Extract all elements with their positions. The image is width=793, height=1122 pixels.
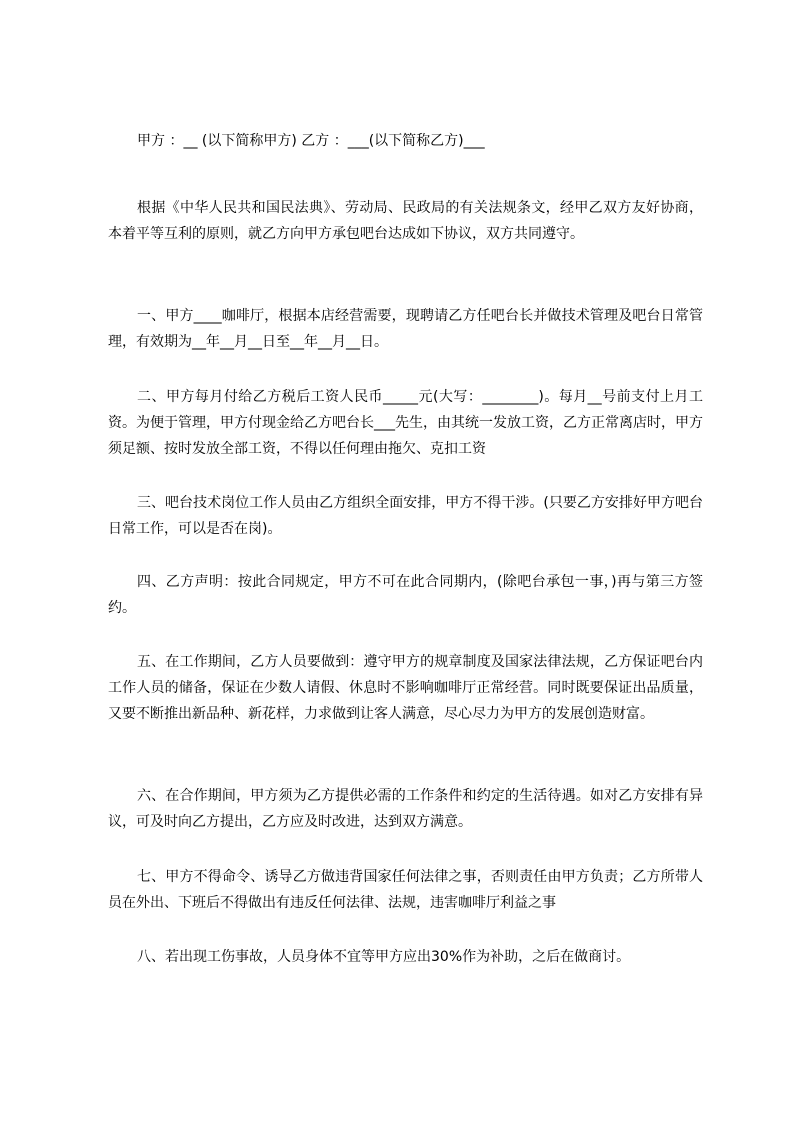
clause-5-paragraph: 五、在工作期间，乙方人员要做到：遵守甲方的规章制度及国家法律法规，乙方保证吧台内工作人员的储备，保证在少数人请假、休息时不影响咖啡厅正常经营。同时既要保证出品质量，又要不断推出新品种、新花样，力求做到让客人满意，尽心尽力为甲方的发展创造财富。 [108,654,703,722]
clause-7-paragraph: 七、甲方不得命令、诱导乙方做违背国家任何法律之事，否则责任由甲方负责；乙方所带人员在外出、下班后不得做出有违反任何法律、法规，违害咖啡厅利益之事 [108,869,703,911]
clause-2-paragraph: 二、甲方每月付给乙方税后工资人民币_____元(大写：________)。每月__号前支付上月工资。为便于管理，甲方付现金给乙方吧台长___先生，由其统一发放工资，乙方正常离店时，甲方须足额、按时发放全部工资，不得以任何理由拖欠、克扣工资 [108,389,703,457]
clause-8-paragraph: 八、若出现工伤事故，人员身体不宜等甲方应出30%作为补助，之后在做商讨。 [137,949,631,965]
clause-6-paragraph: 六、在合作期间，甲方须为乙方提供必需的工作条件和约定的生活待遇。如对乙方安排有异议，可及时向乙方提出，乙方应及时改进，达到双方满意。 [108,788,703,830]
clause-3-paragraph: 三、吧台技术岗位工作人员由乙方组织全面安排，甲方不得干涉。(只要乙方安排好甲方吧台日常工作，可以是否在岗)。 [108,495,703,537]
parties-line: 甲方 ：__ (以下简称甲方) 乙方 ：___(以下简称乙方)___ [137,133,485,149]
preamble-paragraph: 根据《中华人民共和国民法典》、劳动局、民政局的有关法规条文，经甲乙双方友好协商，本着平等互利的原则，就乙方向甲方承包吧台达成如下协议，双方共同遵守。 [108,200,703,242]
clause-4-paragraph: 四、乙方声明：按此合同规定，甲方不可在此合同期内，(除吧台承包一事，)再与第三方签约。 [108,574,703,616]
clause-1-paragraph: 一、甲方____咖啡厅，根据本店经营需要，现聘请乙方任吧台长并做技术管理及吧台日常管理，有效期为__年__月__日至__年__月__日。 [108,308,703,350]
